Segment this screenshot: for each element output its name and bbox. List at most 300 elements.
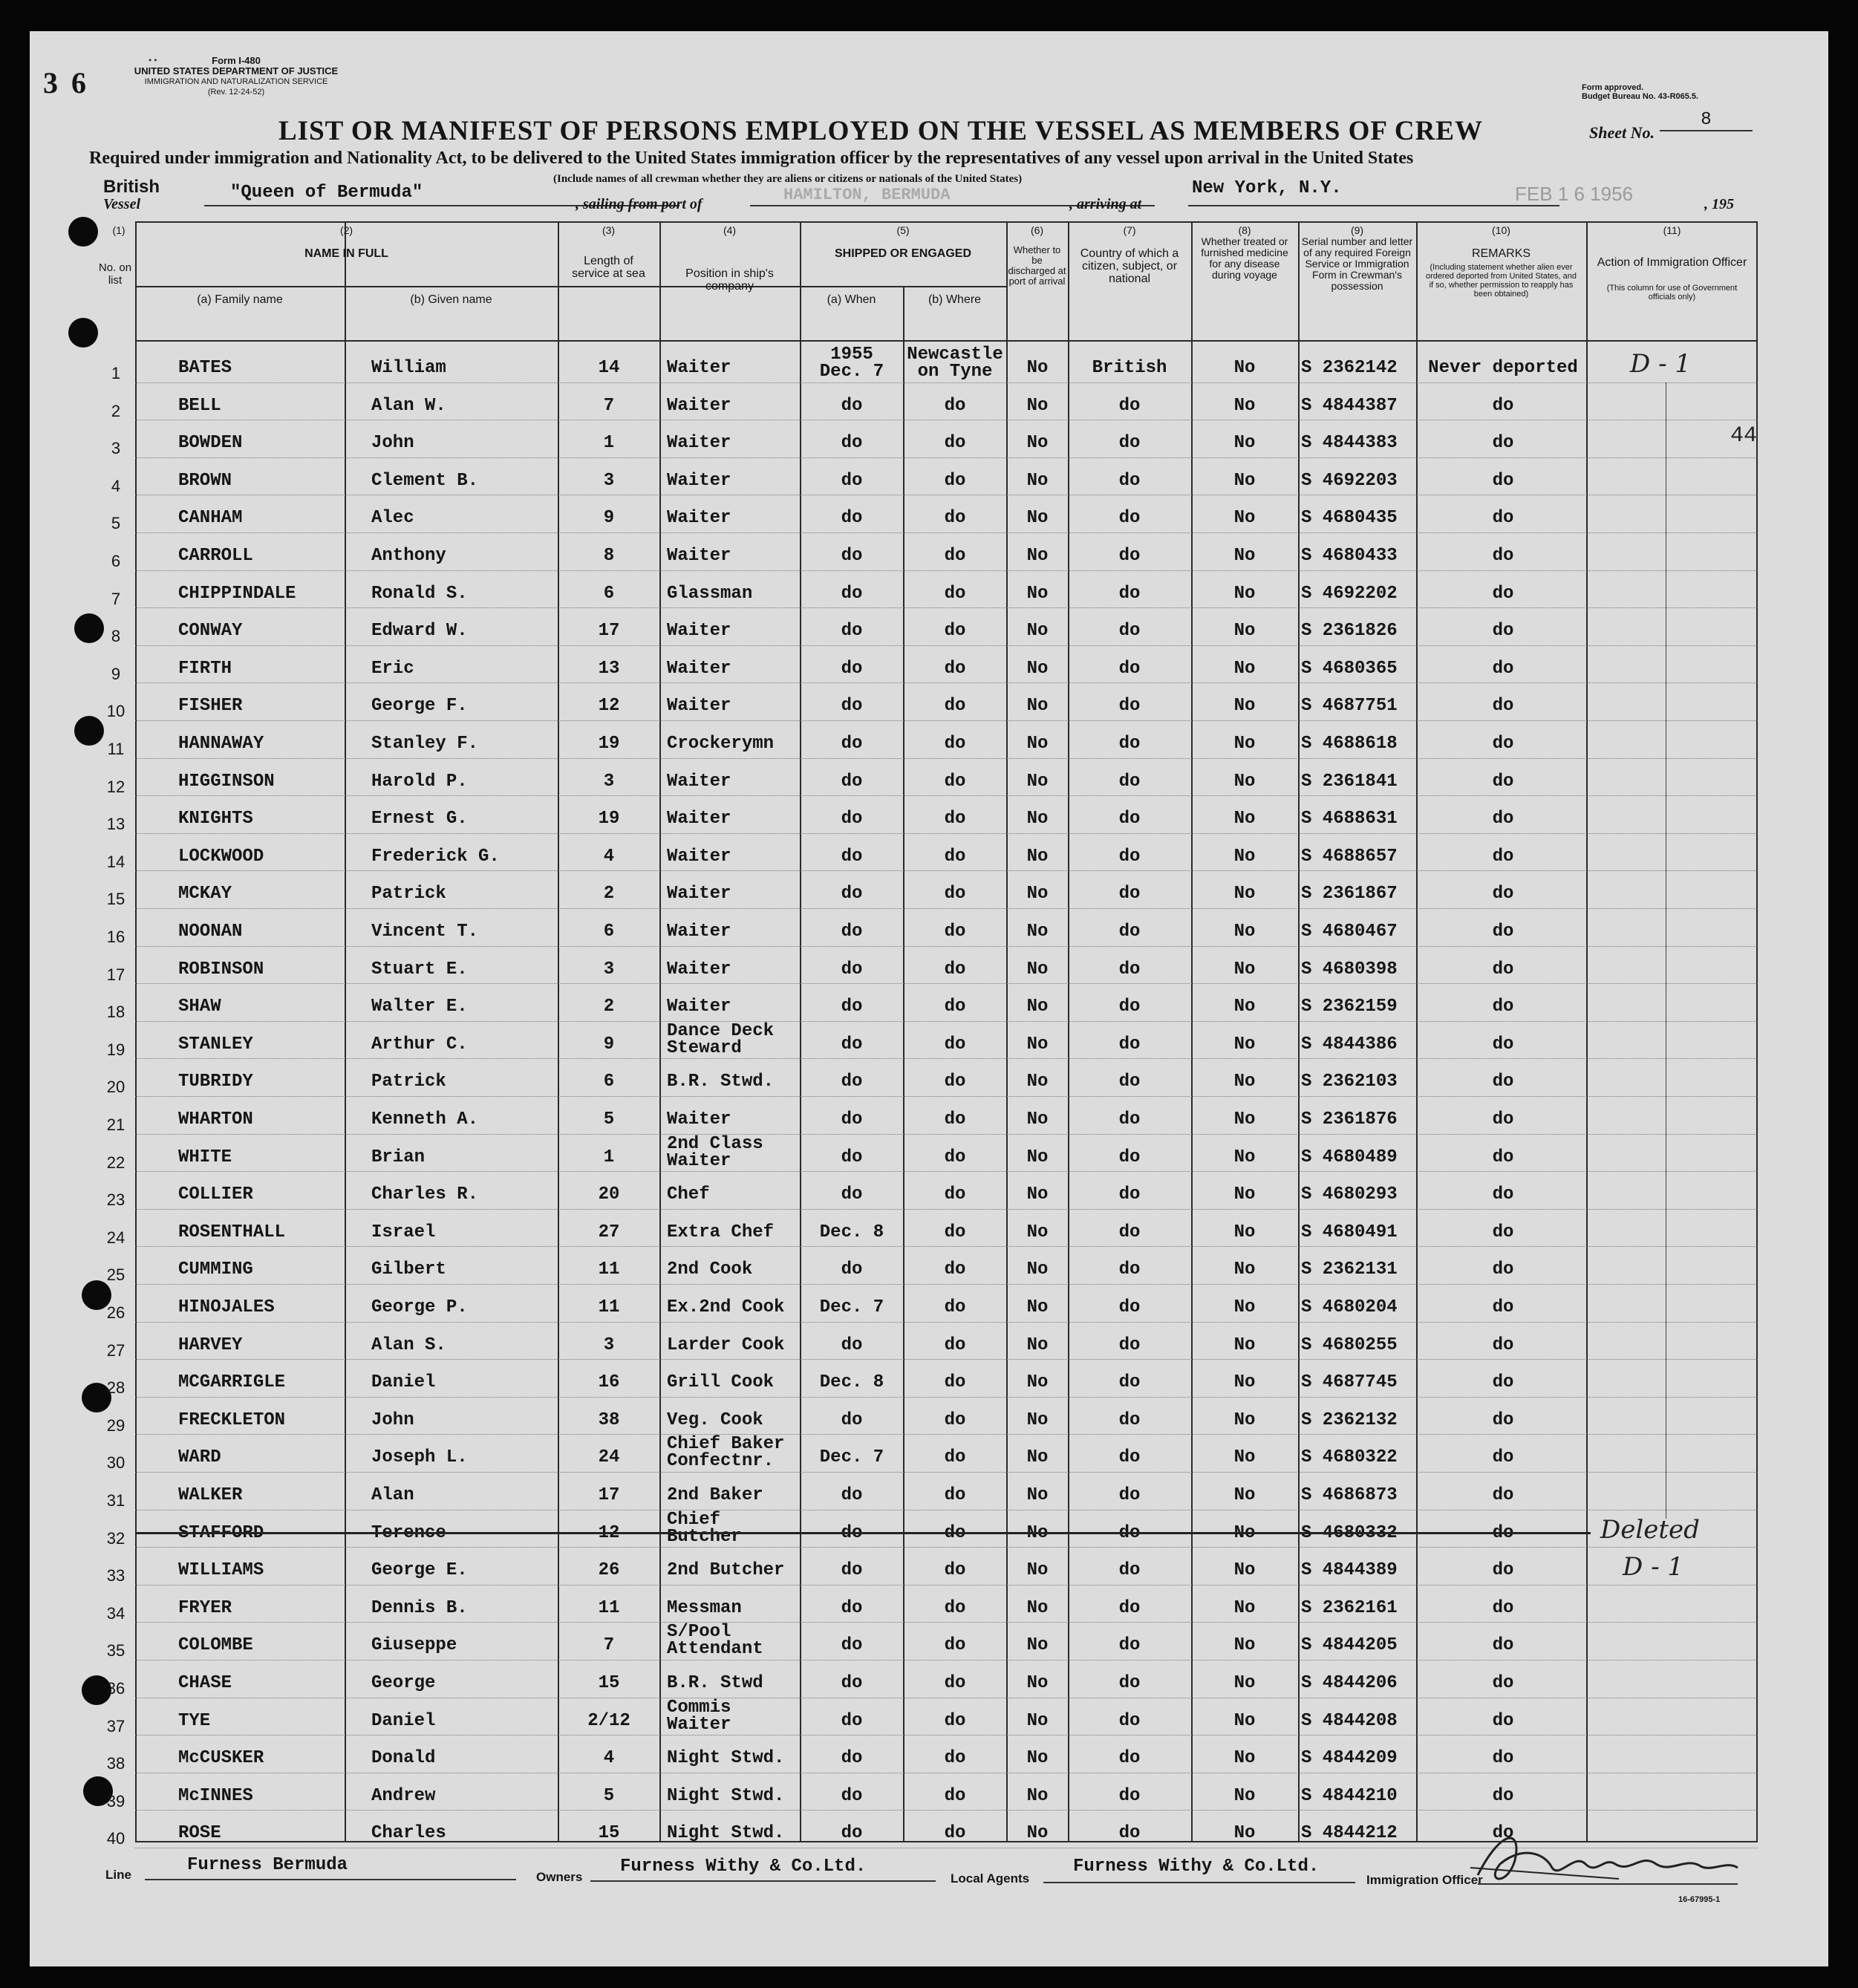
cell-given: Patrick xyxy=(371,884,446,905)
cell-position: Waiter xyxy=(667,997,731,1017)
cell-serial: S 4680467 xyxy=(1301,922,1398,942)
arriving-label: , arriving at xyxy=(1069,196,1142,212)
cell-country: do xyxy=(1118,884,1141,905)
cell-medicine: No xyxy=(1233,884,1256,905)
cell-when: do xyxy=(841,1673,863,1693)
col6-number: (6) xyxy=(1030,224,1044,236)
cell-where: do xyxy=(944,1109,966,1130)
cell-when: do xyxy=(841,1409,863,1430)
local-agents-value: Furness Withy & Co.Ltd. xyxy=(1073,1857,1320,1877)
cell-medicine: No xyxy=(1233,583,1256,604)
cell-where: do xyxy=(944,1560,966,1581)
cell-family: STAFFORD xyxy=(178,1522,264,1543)
cell-country: do xyxy=(1118,1297,1141,1317)
cell-when: Dec. 7 xyxy=(819,1447,884,1468)
cell-serial: S 4680435 xyxy=(1301,508,1398,529)
cell-given: Israel xyxy=(371,1222,436,1242)
cell-given: Terence xyxy=(371,1522,446,1543)
cell-country: do xyxy=(1118,959,1141,980)
cell-country: do xyxy=(1118,771,1141,792)
cell-family: BATES xyxy=(178,358,232,378)
cell-remarks: do xyxy=(1492,1597,1514,1618)
cell-country: do xyxy=(1118,1334,1141,1355)
col5b-header: (b) Where xyxy=(928,293,982,306)
cell-country: do xyxy=(1118,658,1141,679)
cell-position: Waiter xyxy=(667,546,731,566)
cell-family: WILLIAMS xyxy=(178,1560,264,1581)
cell-serial: S 4692202 xyxy=(1301,583,1398,604)
cell-country: do xyxy=(1118,1409,1141,1430)
cell-remarks: do xyxy=(1492,1372,1514,1393)
cell-length: 19 xyxy=(598,809,620,830)
cell-country: do xyxy=(1118,1560,1141,1581)
cell-given: George P. xyxy=(371,1297,468,1317)
cell-position: Dance Deck Steward xyxy=(667,1020,775,1058)
cell-family: NOONAN xyxy=(178,922,243,942)
cell-medicine: No xyxy=(1233,1184,1256,1205)
cell-remarks: do xyxy=(1492,1823,1514,1844)
cell-length: 12 xyxy=(598,1522,620,1543)
cell-medicine: No xyxy=(1233,1823,1256,1844)
cell-discharged: No xyxy=(1026,1710,1049,1731)
cell-country: do xyxy=(1118,1785,1141,1806)
cell-given: Joseph L. xyxy=(371,1447,468,1468)
col3-header: Length of service at sea xyxy=(572,255,645,280)
cell-length: 9 xyxy=(603,508,615,529)
cell-serial: S 4844387 xyxy=(1301,395,1398,416)
cell-remarks: do xyxy=(1492,1560,1514,1581)
cell-discharged: No xyxy=(1026,358,1049,378)
col5a-header: (a) When xyxy=(827,293,876,306)
cell-country: do xyxy=(1118,1109,1141,1130)
cell-serial: S 4680204 xyxy=(1301,1297,1398,1317)
cell-remarks: do xyxy=(1492,1785,1514,1806)
cell-family: CONWAY xyxy=(178,621,243,642)
cell-serial: S 2361867 xyxy=(1301,884,1398,905)
cell-where: do xyxy=(944,1147,966,1167)
cell-given: Andrew xyxy=(371,1785,436,1806)
cell-country: do xyxy=(1118,1034,1141,1055)
cell-family: CHASE xyxy=(178,1673,232,1693)
row-number: 6 xyxy=(111,552,121,570)
row-number: 33 xyxy=(106,1566,126,1585)
cell-length: 15 xyxy=(598,1823,620,1844)
cell-position: Messman xyxy=(667,1597,742,1618)
cell-given: John xyxy=(371,433,414,454)
cell-country: do xyxy=(1118,696,1141,717)
cell-when: do xyxy=(841,395,863,416)
cell-medicine: No xyxy=(1233,1673,1256,1693)
cell-length: 11 xyxy=(598,1297,620,1317)
cell-when: do xyxy=(841,583,863,604)
cell-when: do xyxy=(841,1522,863,1543)
cell-given: Patrick xyxy=(371,1072,446,1092)
col2b-header: (b) Given name xyxy=(410,293,492,306)
vessel-label: Vessel xyxy=(103,196,140,212)
cell-discharged: No xyxy=(1026,1748,1049,1769)
cell-length: 6 xyxy=(603,922,615,942)
col10-number: (10) xyxy=(1492,224,1510,236)
col9-number: (9) xyxy=(1350,224,1364,236)
vessel-nationality: British xyxy=(103,177,160,197)
cell-position: Larder Cook xyxy=(667,1334,785,1355)
row-number: 40 xyxy=(106,1829,126,1848)
punch-hole xyxy=(68,217,98,247)
cell-discharged: No xyxy=(1026,1560,1049,1581)
row-number: 21 xyxy=(106,1115,126,1134)
cell-when: do xyxy=(841,1748,863,1769)
cell-medicine: No xyxy=(1233,546,1256,566)
cell-family: ROSENTHALL xyxy=(178,1222,286,1242)
cell-given: Brian xyxy=(371,1147,426,1167)
row-number: 25 xyxy=(106,1265,126,1285)
cell-medicine: No xyxy=(1233,1409,1256,1430)
col11-number: (11) xyxy=(1663,224,1681,236)
cell-medicine: No xyxy=(1233,1522,1256,1543)
punch-hole xyxy=(74,716,104,746)
cell-medicine: No xyxy=(1233,696,1256,717)
cell-discharged: No xyxy=(1026,583,1049,604)
cell-medicine: No xyxy=(1233,621,1256,642)
cell-family: HINOJALES xyxy=(178,1297,275,1317)
cell-when: do xyxy=(841,1034,863,1055)
cell-given: Gilbert xyxy=(371,1259,446,1280)
cell-length: 3 xyxy=(603,771,615,792)
cell-country: do xyxy=(1118,1147,1141,1167)
cell-when: 1955 Dec. 7 xyxy=(819,345,884,382)
service: IMMIGRATION AND NATURALIZATION SERVICE xyxy=(144,77,328,86)
col10-header: REMARKS xyxy=(1471,247,1531,260)
cell-position: S/Pool Attendant xyxy=(667,1622,763,1660)
row-number: 29 xyxy=(106,1415,126,1435)
row-number: 11 xyxy=(107,740,125,758)
cell-serial: S 4680433 xyxy=(1301,546,1398,566)
cell-length: 17 xyxy=(598,621,620,642)
row-number: 8 xyxy=(111,627,121,646)
row-number: 15 xyxy=(106,890,126,909)
cell-remarks: do xyxy=(1492,621,1514,642)
cell-given: Walter E. xyxy=(371,997,468,1017)
cell-discharged: No xyxy=(1026,508,1049,529)
cell-discharged: No xyxy=(1026,1372,1049,1393)
cell-country: do xyxy=(1118,1522,1141,1543)
cell-medicine: No xyxy=(1233,1072,1256,1092)
cell-family: CANHAM xyxy=(178,508,243,529)
row-number: 37 xyxy=(106,1716,126,1736)
cell-discharged: No xyxy=(1026,1184,1049,1205)
cell-position: Extra Chef xyxy=(667,1222,775,1242)
cell-family: COLLIER xyxy=(178,1184,253,1205)
cell-medicine: No xyxy=(1233,1372,1256,1393)
cell-where: do xyxy=(944,508,966,529)
cell-medicine: No xyxy=(1233,358,1256,378)
cell-remarks: do xyxy=(1492,470,1514,491)
action-annotation-row32: Deleted xyxy=(1600,1515,1700,1545)
row-number: 5 xyxy=(111,514,121,533)
cell-country: do xyxy=(1118,1635,1141,1656)
cell-discharged: No xyxy=(1026,1597,1049,1618)
form-approved-text: Form approved. xyxy=(1582,83,1644,92)
cell-serial: S 4680491 xyxy=(1301,1222,1398,1242)
cell-position: Chief Baker Confectnr. xyxy=(667,1434,785,1472)
cell-position: Crockerymn xyxy=(667,734,775,754)
cell-family: WHARTON xyxy=(178,1109,253,1130)
cell-medicine: No xyxy=(1233,470,1256,491)
cell-family: McCUSKER xyxy=(178,1748,264,1769)
cell-medicine: No xyxy=(1233,1147,1256,1167)
cell-remarks: do xyxy=(1492,1334,1514,1355)
cell-remarks: do xyxy=(1492,1147,1514,1167)
row-number: 31 xyxy=(106,1491,126,1510)
cell-remarks: do xyxy=(1492,846,1514,867)
cell-country: do xyxy=(1118,1222,1141,1242)
cell-family: ROSE xyxy=(178,1823,221,1844)
cell-position: Waiter xyxy=(667,470,731,491)
cell-discharged: No xyxy=(1026,922,1049,942)
cell-where: do xyxy=(944,1785,966,1806)
cell-when: do xyxy=(841,1072,863,1092)
cell-remarks: do xyxy=(1492,1522,1514,1543)
cell-position: 2nd Class Waiter xyxy=(667,1133,763,1171)
cell-length: 3 xyxy=(603,470,615,491)
cell-length: 27 xyxy=(598,1222,620,1242)
cell-discharged: No xyxy=(1026,884,1049,905)
cell-given: Daniel xyxy=(371,1710,436,1731)
cell-medicine: No xyxy=(1233,1334,1256,1355)
cell-length: 2/12 xyxy=(587,1710,630,1731)
cell-remarks: do xyxy=(1492,809,1514,830)
cell-serial: S 2362142 xyxy=(1301,358,1398,378)
cell-position: Waiter xyxy=(667,809,731,830)
cell-position: B.R. Stwd xyxy=(667,1673,763,1693)
cell-family: FRECKLETON xyxy=(178,1409,286,1430)
cell-when: do xyxy=(841,1823,863,1844)
cell-remarks: do xyxy=(1492,1109,1514,1130)
row-number: 36 xyxy=(106,1679,126,1698)
col5-number: (5) xyxy=(896,224,910,236)
cell-where: do xyxy=(944,1222,966,1242)
sheet-label: Sheet No. xyxy=(1589,123,1655,142)
cell-serial: S 2362132 xyxy=(1301,1409,1398,1430)
cell-where: do xyxy=(944,658,966,679)
cell-medicine: No xyxy=(1233,508,1256,529)
cell-discharged: No xyxy=(1026,1409,1049,1430)
cell-medicine: No xyxy=(1233,658,1256,679)
row-number: 22 xyxy=(106,1153,126,1172)
cell-serial: S 4844205 xyxy=(1301,1635,1398,1656)
cell-given: Vincent T. xyxy=(371,922,479,942)
cell-position: Waiter xyxy=(667,358,731,378)
cell-position: Grill Cook xyxy=(667,1372,775,1393)
line-label: Line xyxy=(105,1868,131,1882)
cell-serial: S 2361826 xyxy=(1301,621,1398,642)
punch-hole xyxy=(74,613,104,643)
row-number: 27 xyxy=(106,1340,126,1360)
cell-position: Ex.2nd Cook xyxy=(667,1297,785,1317)
cell-remarks: do xyxy=(1492,997,1514,1017)
cell-family: BOWDEN xyxy=(178,433,243,454)
row-number: 32 xyxy=(106,1528,126,1548)
row-number: 35 xyxy=(106,1641,126,1661)
date-stamp: FEB 1 6 1956 xyxy=(1515,183,1633,205)
col1-number: (1) xyxy=(112,224,126,236)
deletion-strike-line xyxy=(135,1532,1591,1534)
cell-country: do xyxy=(1118,395,1141,416)
sheet-number: 8 xyxy=(1660,110,1753,131)
cell-position: Waiter xyxy=(667,658,731,679)
cell-family: MCGARRIGLE xyxy=(178,1372,286,1393)
cell-serial: S 4844389 xyxy=(1301,1560,1398,1581)
cell-when: do xyxy=(841,809,863,830)
cell-where: do xyxy=(944,922,966,942)
cell-when: do xyxy=(841,922,863,942)
cell-given: Alan S. xyxy=(371,1334,446,1355)
cell-serial: S 4680365 xyxy=(1301,658,1398,679)
cell-when: do xyxy=(841,1597,863,1618)
cell-discharged: No xyxy=(1026,1673,1049,1693)
cell-length: 14 xyxy=(598,358,620,378)
cell-length: 15 xyxy=(598,1673,620,1693)
cell-family: MCKAY xyxy=(178,884,232,905)
cell-length: 1 xyxy=(603,1147,615,1167)
cell-when: Dec. 7 xyxy=(819,1297,884,1317)
cell-serial: S 4844212 xyxy=(1301,1823,1398,1844)
cell-length: 3 xyxy=(603,1334,615,1355)
cell-remarks: do xyxy=(1492,1259,1514,1280)
cell-where: do xyxy=(944,1334,966,1355)
cell-family: CUMMING xyxy=(178,1259,253,1280)
owners-value: Furness Withy & Co.Ltd. xyxy=(620,1857,867,1877)
cell-where: do xyxy=(944,1522,966,1543)
cell-country: do xyxy=(1118,922,1141,942)
cell-position: Night Stwd. xyxy=(667,1785,785,1806)
cell-country: do xyxy=(1118,583,1141,604)
cell-remarks: do xyxy=(1492,959,1514,980)
cell-discharged: No xyxy=(1026,734,1049,754)
cell-position: 2nd Butcher xyxy=(667,1560,785,1581)
cell-when: do xyxy=(841,1485,863,1505)
subtitle-note: (Include names of all crewman whether they are aliens or citizens or nationals of the United States) xyxy=(553,173,1023,185)
cell-serial: S 4680332 xyxy=(1301,1522,1398,1543)
form-approval xyxy=(1582,83,1698,101)
cell-remarks: do xyxy=(1492,1673,1514,1693)
cell-medicine: No xyxy=(1233,771,1256,792)
cell-length: 5 xyxy=(603,1785,615,1806)
cell-medicine: No xyxy=(1233,1259,1256,1280)
col5-header: SHIPPED OR ENGAGED xyxy=(834,247,972,260)
cell-family: CHIPPINDALE xyxy=(178,583,296,604)
row-number: 13 xyxy=(106,815,126,834)
cell-remarks: do xyxy=(1492,1222,1514,1242)
cell-position: Waiter xyxy=(667,433,731,454)
cell-where: do xyxy=(944,546,966,566)
cell-serial: S 4680489 xyxy=(1301,1147,1398,1167)
cell-when: do xyxy=(841,470,863,491)
cell-country: do xyxy=(1118,734,1141,754)
cell-length: 26 xyxy=(598,1560,620,1581)
cell-where: do xyxy=(944,1259,966,1280)
cell-discharged: No xyxy=(1026,433,1049,454)
cell-given: George xyxy=(371,1673,436,1693)
cell-medicine: No xyxy=(1233,1222,1256,1242)
cell-remarks: do xyxy=(1492,1184,1514,1205)
cell-position: Waiter xyxy=(667,959,731,980)
cell-given: Charles R. xyxy=(371,1184,479,1205)
cell-where: do xyxy=(944,1297,966,1317)
cell-medicine: No xyxy=(1233,922,1256,942)
cell-length: 11 xyxy=(598,1597,620,1618)
cell-where: do xyxy=(944,809,966,830)
row-number: 26 xyxy=(106,1303,126,1322)
cell-serial: S 4680398 xyxy=(1301,959,1398,980)
cell-family: HARVEY xyxy=(178,1334,243,1355)
cell-medicine: No xyxy=(1233,1710,1256,1731)
cell-where: do xyxy=(944,1635,966,1656)
sailing-port: HAMILTON, BERMUDA xyxy=(783,186,951,204)
vessel-line xyxy=(100,177,1756,214)
cell-given: John xyxy=(371,1409,414,1430)
cell-family: CARROLL xyxy=(178,546,253,566)
row-number: 16 xyxy=(106,928,126,946)
cell-length: 2 xyxy=(603,997,615,1017)
cell-length: 7 xyxy=(603,395,615,416)
cell-length: 19 xyxy=(598,734,620,754)
cell-position: Commis Waiter xyxy=(667,1697,731,1735)
col9-header: Serial number and letter of any required Foreign Service or Immigration Form in Crewman's possession xyxy=(1301,235,1413,292)
cell-given: Harold P. xyxy=(371,771,468,792)
cell-when: do xyxy=(841,1560,863,1581)
cell-where: do xyxy=(944,433,966,454)
cell-remarks: do xyxy=(1492,1485,1514,1505)
cell-position: Waiter xyxy=(667,771,731,792)
cell-where: do xyxy=(944,395,966,416)
cell-where: do xyxy=(944,1034,966,1055)
cell-length: 24 xyxy=(598,1447,620,1468)
cell-discharged: No xyxy=(1026,959,1049,980)
cell-discharged: No xyxy=(1026,846,1049,867)
cell-where: do xyxy=(944,470,966,491)
cell-country: do xyxy=(1118,1597,1141,1618)
budget-bureau-text: Budget Bureau No. 43-R065.5. xyxy=(1582,92,1699,101)
cell-length: 8 xyxy=(603,546,615,566)
cell-remarks: do xyxy=(1492,734,1514,754)
cell-remarks: do xyxy=(1492,1297,1514,1317)
cell-where: do xyxy=(944,696,966,717)
cell-when: do xyxy=(841,546,863,566)
cell-length: 38 xyxy=(598,1409,620,1430)
cell-serial: S 4844206 xyxy=(1301,1673,1398,1693)
cell-when: do xyxy=(841,1635,863,1656)
cell-given: William xyxy=(371,358,446,378)
cell-position: Waiter xyxy=(667,395,731,416)
cell-given: Stuart E. xyxy=(371,959,468,980)
cell-country: do xyxy=(1118,1710,1141,1731)
cell-family: LOCKWOOD xyxy=(178,846,264,867)
cell-position: Chief Butcher xyxy=(667,1509,742,1547)
sailing-label: , sailing from port of xyxy=(576,196,703,212)
cell-discharged: No xyxy=(1026,1297,1049,1317)
cell-when: do xyxy=(841,1259,863,1280)
cell-discharged: No xyxy=(1026,658,1049,679)
cell-where: do xyxy=(944,846,966,867)
col4-header: Position in ship's company xyxy=(685,267,774,293)
cell-family: STANLEY xyxy=(178,1034,253,1055)
year-label: , 195 xyxy=(1704,196,1734,212)
row-number: 23 xyxy=(106,1190,126,1210)
cell-where: do xyxy=(944,734,966,754)
cell-when: do xyxy=(841,1184,863,1205)
row-number: 12 xyxy=(106,777,126,796)
